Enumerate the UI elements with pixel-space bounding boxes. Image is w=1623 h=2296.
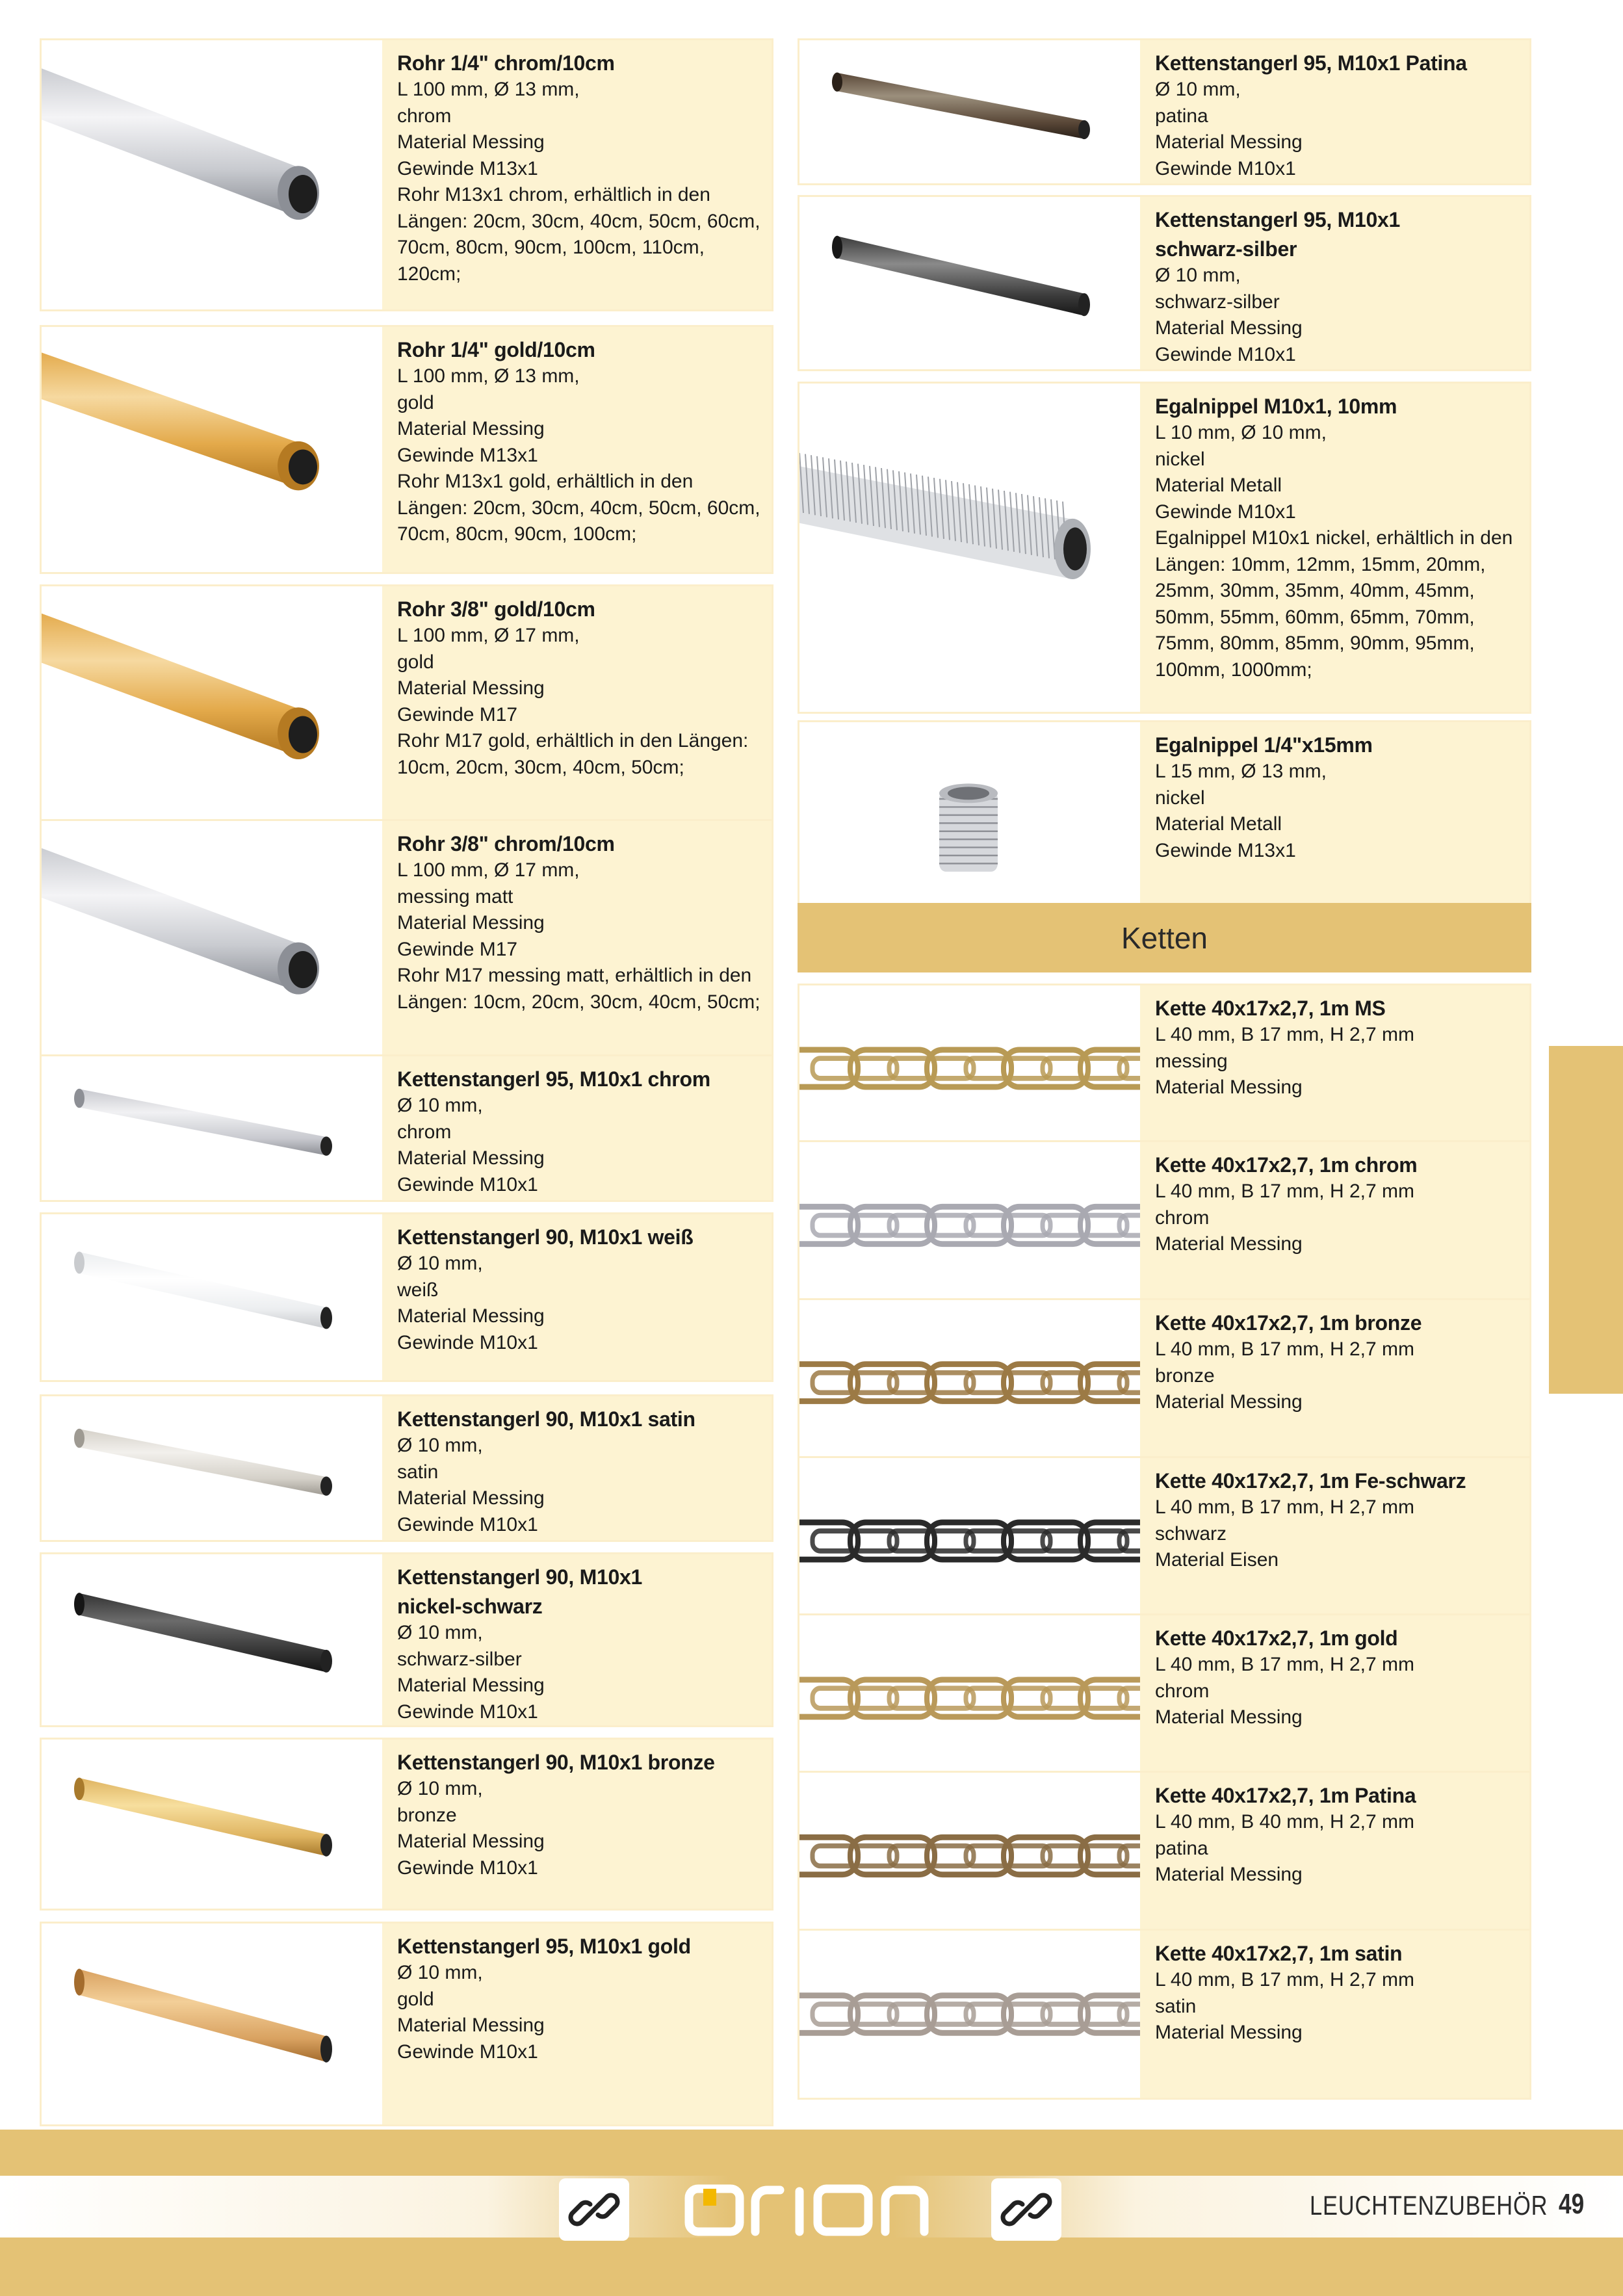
product-image xyxy=(799,1300,1140,1465)
product-spec-line: nickel xyxy=(1155,787,1205,809)
product-card xyxy=(40,1394,773,1542)
product-text xyxy=(397,829,761,1015)
product-spec-line: bronze xyxy=(397,1804,457,1826)
product-title: Kettenstangerl 90, M10x1 weiß xyxy=(397,1225,694,1249)
product-spec-line: patina xyxy=(1155,1837,1208,1859)
product-spec-line: Material Messing xyxy=(397,1487,545,1509)
product-text xyxy=(1155,1309,1519,1416)
product-card xyxy=(40,819,773,1083)
product-spec-line: Material Messing xyxy=(1155,317,1303,339)
product-spec-line: Ø 10 mm, xyxy=(1155,79,1241,100)
product-spec-line: schwarz-silber xyxy=(1155,291,1280,313)
product-spec-line: Material Messing xyxy=(1155,1864,1303,1885)
product-spec-line: Gewinde M10x1 xyxy=(397,1331,538,1353)
product-spec-line: Ø 10 mm, xyxy=(397,1253,483,1274)
product-spec-line: Gewinde M17 xyxy=(397,938,518,960)
product-card xyxy=(40,325,773,574)
product-text xyxy=(1155,1624,1519,1731)
product-spec-line: Material Metall xyxy=(1155,475,1282,496)
product-description: Rohr M17 gold, erhältlich in den Längen: 10cm, 20cm, 30cm, 40cm, 50cm; xyxy=(397,730,749,778)
product-spec-line: Ø 10 mm, xyxy=(397,1962,483,1983)
product-title: Kette 40x17x2,7, 1m gold xyxy=(1155,1626,1398,1650)
product-title: Kettenstangerl 95, M10x1 gold xyxy=(397,1935,691,1958)
product-spec-line: bronze xyxy=(1155,1364,1215,1387)
product-spec-line: Ø 10 mm, xyxy=(397,1095,483,1116)
product-spec-line: Ø 10 mm, xyxy=(397,1778,483,1799)
product-spec-line: Material Messing xyxy=(1155,1706,1303,1728)
product-spec-line: L 40 mm, B 17 mm, H 2,7 mm xyxy=(1155,1969,1414,1990)
product-spec-line: Ø 10 mm, xyxy=(397,1622,483,1643)
product-image xyxy=(42,1740,382,1909)
footer-band-top xyxy=(0,2130,1623,2176)
product-title: Kette 40x17x2,7, 1m Patina xyxy=(1155,1784,1416,1807)
product-spec-line: Material Messing xyxy=(397,2015,545,2036)
product-text xyxy=(397,1563,761,1725)
product-text xyxy=(1155,1781,1519,1888)
product-card xyxy=(798,1771,1531,1941)
product-image xyxy=(42,40,382,309)
product-image xyxy=(799,1773,1140,1939)
product-image xyxy=(42,1056,382,1200)
product-title: Kettenstangerl 90, M10x1 nickel-schwarz xyxy=(397,1565,642,1618)
product-spec-line: Material Metall xyxy=(1155,813,1282,835)
product-text xyxy=(1155,49,1519,182)
product-spec-line: Gewinde M17 xyxy=(397,703,518,725)
product-description: Rohr M13x1 gold, erhältlich in den Längen: 20cm, 30cm, 40cm, 50cm, 60cm, 70cm, 80cm, 90cm, 100cm; xyxy=(397,471,760,545)
product-spec-line: Material Messing xyxy=(397,677,545,699)
product-image xyxy=(42,821,382,1081)
product-spec-line: L 40 mm, B 17 mm, H 2,7 mm xyxy=(1155,1338,1414,1360)
product-spec-line: Ø 10 mm, xyxy=(1155,265,1241,286)
product-spec-line: Material Messing xyxy=(397,418,545,439)
product-card xyxy=(798,1929,1531,2100)
product-image xyxy=(799,384,1140,712)
product-spec-line: L 40 mm, B 40 mm, H 2,7 mm xyxy=(1155,1811,1414,1833)
product-spec-line: L 40 mm, B 17 mm, H 2,7 mm xyxy=(1155,1181,1414,1202)
product-image xyxy=(799,1458,1140,1624)
product-spec-line: Gewinde M10x1 xyxy=(397,1857,538,1879)
product-image xyxy=(799,722,1140,932)
product-spec-line: messing matt xyxy=(397,885,513,907)
product-card xyxy=(798,1613,1531,1783)
product-spec-line: Gewinde M10x1 xyxy=(1155,501,1296,523)
product-spec-line: L 15 mm, Ø 13 mm, xyxy=(1155,761,1327,782)
product-spec-line: Gewinde M10x1 xyxy=(397,2041,538,2063)
product-card xyxy=(40,38,773,311)
product-image xyxy=(799,1142,1140,1309)
product-image xyxy=(799,985,1140,1151)
product-spec-line: Material Messing xyxy=(397,1147,545,1169)
product-spec-line: L 40 mm, B 17 mm, H 2,7 mm xyxy=(1155,1654,1414,1675)
product-image xyxy=(799,1615,1140,1781)
product-spec-line: Material Messing xyxy=(397,1305,545,1327)
product-image xyxy=(42,1924,382,2124)
product-spec-line: satin xyxy=(397,1461,439,1483)
product-spec-line: Material Messing xyxy=(1155,1076,1303,1098)
product-title: Rohr 1/4" chrom/10cm xyxy=(397,51,615,75)
product-title: Kettenstangerl 95, M10x1 chrom xyxy=(397,1067,710,1091)
product-description: Egalnippel M10x1 nickel, erhältlich in den Längen: 10mm, 12mm, 15mm, 20mm, 25mm, 30mm, 35mm, 40mm, 45mm, 50mm, 55mm, 60mm, 65mm, 70mm, 75mm, 80mm, 85mm, 90mm, 95mm, 100mm, 1000mm; xyxy=(1155,527,1513,681)
footer-category: LEUCHTENZUBEHÖR xyxy=(1310,2190,1548,2221)
product-spec-line: Gewinde M10x1 xyxy=(1155,157,1296,179)
product-spec-line: L 40 mm, B 17 mm, H 2,7 mm xyxy=(1155,1024,1414,1045)
product-title: Egalnippel 1/4"x15mm xyxy=(1155,733,1373,757)
page-number: 49 xyxy=(1559,2188,1585,2220)
product-title: Kettenstangerl 90, M10x1 bronze xyxy=(397,1751,715,1774)
chain-link-icon xyxy=(559,2178,629,2241)
product-spec-line: chrom xyxy=(1155,1680,1210,1702)
product-text xyxy=(1155,994,1519,1101)
product-text xyxy=(397,595,761,781)
product-card xyxy=(798,720,1531,934)
product-text xyxy=(1155,731,1519,864)
product-text xyxy=(1155,205,1519,368)
product-text xyxy=(1155,1151,1519,1258)
product-title: Rohr 3/8" chrom/10cm xyxy=(397,832,615,855)
product-title: Kettenstangerl 95, M10x1 schwarz-silber xyxy=(1155,208,1400,261)
product-spec-line: gold xyxy=(397,1988,434,2010)
brand-logo xyxy=(682,2174,942,2239)
product-card xyxy=(40,1212,773,1382)
product-spec-line: chrom xyxy=(1155,1207,1210,1229)
product-spec-line: Ø 10 mm, xyxy=(397,1435,483,1456)
product-spec-line: Material Messing xyxy=(1155,1391,1303,1413)
product-image xyxy=(799,40,1140,183)
product-spec-line: Material Messing xyxy=(397,131,545,153)
product-spec-line: L 100 mm, Ø 17 mm, xyxy=(397,859,580,881)
product-spec-line: schwarz-silber xyxy=(397,1648,522,1670)
side-tab xyxy=(1549,1046,1623,1394)
product-text xyxy=(397,49,761,287)
product-spec-line: Material Messing xyxy=(1155,2022,1303,2043)
product-spec-line: Gewinde M10x1 xyxy=(397,1173,538,1195)
product-spec-line: messing xyxy=(1155,1050,1228,1072)
product-card xyxy=(798,382,1531,714)
product-spec-line: gold xyxy=(397,651,434,673)
product-spec-line: gold xyxy=(397,391,434,413)
product-spec-line: Material Messing xyxy=(1155,1233,1303,1255)
product-card xyxy=(798,38,1531,185)
product-spec-line: nickel xyxy=(1155,448,1205,470)
product-title: Kette 40x17x2,7, 1m MS xyxy=(1155,997,1386,1020)
product-spec-line: satin xyxy=(1155,1995,1197,2017)
product-spec-line: chrom xyxy=(397,1121,452,1143)
product-image xyxy=(42,1554,382,1725)
product-spec-line: Gewinde M13x1 xyxy=(1155,839,1296,861)
product-spec-line: weiß xyxy=(397,1279,439,1301)
chain-link-icon xyxy=(991,2178,1061,2241)
product-title: Kette 40x17x2,7, 1m chrom xyxy=(1155,1153,1418,1177)
product-title: Kette 40x17x2,7, 1m satin xyxy=(1155,1942,1403,1965)
product-text xyxy=(397,335,761,548)
product-spec-line: Material Messing xyxy=(1155,131,1303,153)
product-card xyxy=(40,1922,773,2126)
product-title: Kettenstangerl 95, M10x1 Patina xyxy=(1155,51,1467,75)
product-spec-line: L 40 mm, B 17 mm, H 2,7 mm xyxy=(1155,1496,1414,1518)
product-spec-line: Gewinde M10x1 xyxy=(1155,343,1296,365)
product-title: Kette 40x17x2,7, 1m bronze xyxy=(1155,1311,1422,1335)
product-image xyxy=(42,327,382,572)
product-card xyxy=(40,584,773,848)
product-spec-line: chrom xyxy=(397,105,452,127)
footer-band-bottom xyxy=(0,2237,1623,2296)
product-card xyxy=(798,984,1531,1153)
product-card xyxy=(798,1140,1531,1311)
product-text xyxy=(397,1065,761,1198)
product-title: Rohr 3/8" gold/10cm xyxy=(397,597,595,621)
product-spec-line: L 10 mm, Ø 10 mm, xyxy=(1155,422,1327,443)
product-text xyxy=(397,1223,761,1356)
section-heading-ketten xyxy=(798,903,1531,972)
product-image xyxy=(799,1931,1140,2098)
product-image xyxy=(42,586,382,846)
product-spec-line: Material Eisen xyxy=(1155,1549,1279,1571)
product-text xyxy=(397,1748,761,1881)
product-card xyxy=(40,1552,773,1727)
product-text xyxy=(1155,1467,1519,1574)
product-spec-line: Gewinde M13x1 xyxy=(397,157,538,179)
product-spec-line: Material Messing xyxy=(397,1831,545,1852)
product-title: Kettenstangerl 90, M10x1 satin xyxy=(397,1407,695,1431)
product-description: Rohr M17 messing matt, erhältlich in den Längen: 10cm, 20cm, 30cm, 40cm, 50cm; xyxy=(397,965,760,1013)
product-title: Egalnippel M10x1, 10mm xyxy=(1155,395,1397,418)
product-title: Kette 40x17x2,7, 1m Fe-schwarz xyxy=(1155,1469,1466,1493)
product-card xyxy=(798,195,1531,371)
product-card xyxy=(798,1298,1531,1467)
product-spec-line: patina xyxy=(1155,105,1208,127)
product-text xyxy=(397,1932,761,2065)
product-spec-line: L 100 mm, Ø 17 mm, xyxy=(397,625,580,646)
product-text xyxy=(397,1405,761,1538)
product-spec-line: Gewinde M10x1 xyxy=(397,1701,538,1723)
product-image xyxy=(42,1214,382,1380)
product-spec-line: L 100 mm, Ø 13 mm, xyxy=(397,365,580,387)
product-spec-line: L 100 mm, Ø 13 mm, xyxy=(397,79,580,100)
product-spec-line: Material Messing xyxy=(397,1675,545,1696)
product-spec-line: Material Messing xyxy=(397,912,545,933)
product-card xyxy=(798,1456,1531,1626)
product-description: Rohr M13x1 chrom, erhältlich in den Längen: 20cm, 30cm, 40cm, 50cm, 60cm, 70cm, 80cm, 90cm, 100cm, 110cm, 120cm; xyxy=(397,184,760,285)
product-title: Rohr 1/4" gold/10cm xyxy=(397,338,595,361)
product-spec-line: Gewinde M13x1 xyxy=(397,444,538,466)
product-card xyxy=(40,1054,773,1202)
product-card xyxy=(40,1738,773,1911)
product-spec-line: schwarz xyxy=(1155,1522,1227,1545)
product-image xyxy=(799,197,1140,369)
product-image xyxy=(42,1396,382,1540)
product-text xyxy=(1155,392,1519,683)
product-spec-line: Gewinde M10x1 xyxy=(397,1513,538,1535)
section-title: Ketten xyxy=(1121,920,1208,955)
product-text xyxy=(1155,1939,1519,2046)
